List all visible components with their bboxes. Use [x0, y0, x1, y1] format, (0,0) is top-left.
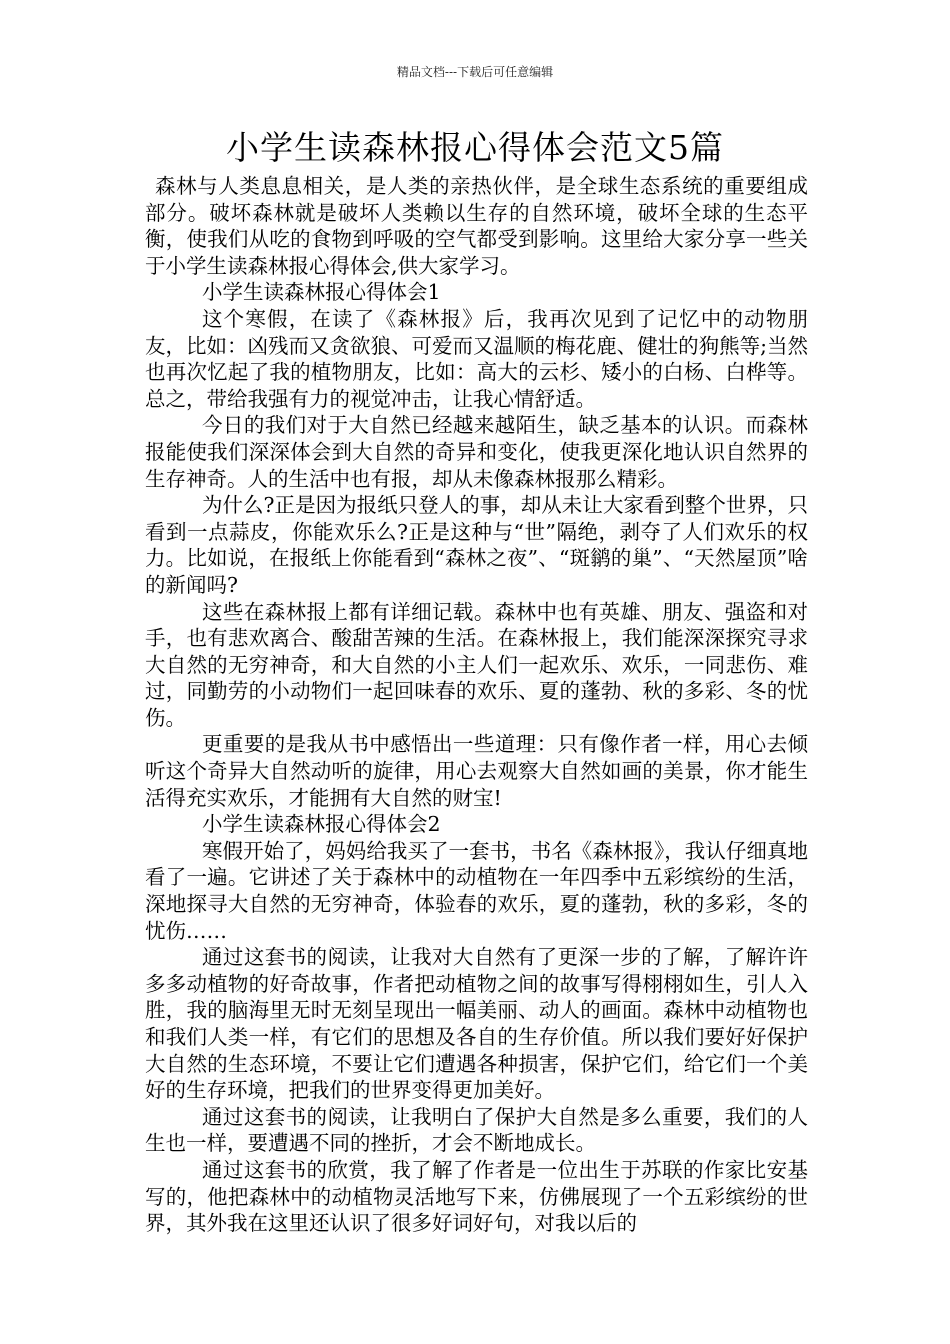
body-paragraph: 为什么?正是因为报纸只登人的事，却从未让大家看到整个世界，只看到一点蒜皮，你能欢乐么?正是这种与“世”隔绝，剥夺了人们欢乐的权力。比如说，在报纸上你能看到“森林之夜”、“斑鹟的巢”、“天然屋顶”啥的新闻吗?	[145, 493, 808, 597]
body-paragraph: 通过这套书的阅读，让我对大自然有了更深一步的了解，了解许许多多动植物的好奇故事，作者把动植物之间的故事写得栩栩如生，引人入胜，我的脑海里无时无刻呈现出一幅美丽、动人的画面。森林中动植物也和我们人类一样，有它们的思想及各自的生存价值。所以我们要好好保护大自然的生态环境，不要让它们遭遇各种损害，保护它们，给它们一个美好的生存环境，把我们的世界变得更加美好。	[145, 945, 808, 1103]
section-heading-1: 小学生读森林报心得体会1	[202, 280, 441, 305]
body-paragraph: 通过这套书的阅读，让我明白了保护大自然是多么重要，我们的人生也一样，要遭遇不同的挫折，才会不断地成长。	[145, 1104, 808, 1156]
document-title: 小学生读森林报心得体会范文5篇	[226, 128, 724, 167]
section-heading-2: 小学生读森林报心得体会2	[202, 812, 441, 837]
body-paragraph: 今日的我们对于大自然已经越来越陌生，缺乏基本的认识。而森林报能使我们深深体会到大自然的奇异和变化，使我更深化地认识自然界的生存神奇。人的生活中也有报，却从未像森林报那么精彩。	[145, 413, 808, 491]
body-paragraph: 寒假开始了，妈妈给我买了一套书，书名《森林报》，我认仔细真地看了一遍。它讲述了关于森林中的动植物在一年四季中五彩缤纷的生活，深地探寻大自然的无穷神奇，体验春的欢乐，夏的蓬勃，秋的多彩，冬的忧伤……	[145, 838, 808, 943]
document-body	[145, 173, 808, 1237]
body-paragraph: 通过这套书的欣赏，我了解了作者是一位出生于苏联的作家比安基写的，他把森林中的动植物灵活地写下来，仿佛展现了一个五彩缤纷的世界，其外我在这里还认识了很多好词好句，对我以后的	[145, 1157, 808, 1236]
intro-paragraph: 森林与人类息息相关，是人类的亲热伙伴，是全球生态系统的重要组成部分。破坏森林就是破坏人类赖以生存的自然环境，破坏全球的生态平衡，使我们从吃的食物到呼吸的空气都受到影响。这里给大家分享一些关于小学生读森林报心得体会,供大家学习。	[145, 174, 808, 278]
body-paragraph: 这个寒假，在读了《森林报》后，我再次见到了记忆中的动物朋友，比如：凶残而又贪欲狼、可爱而又温顺的梅花鹿、健壮的狗熊等;当然也再次忆起了我的植物朋友，比如：高大的云杉、矮小的白杨、白桦等。总之，带给我强有力的视觉冲击，让我心情舒适。	[145, 306, 808, 411]
page-header: 精品文档---下载后可任意编辑	[396, 65, 554, 79]
body-paragraph: 更重要的是我从书中感悟出一些道理：只有像作者一样，用心去倾听这个奇异大自然动听的旋律，用心去观察大自然如画的美景，你才能生活得充实欢乐，才能拥有大自然的财宝!	[145, 732, 808, 810]
body-paragraph: 这些在森林报上都有详细记载。森林中也有英雄、朋友、强盗和对手，也有悲欢离合、酸甜苦辣的生活。在森林报上，我们能深深探究寻求大自然的无穷神奇，和大自然的小主人们一起欢乐、欢乐，一同悲伤、难过，同勤劳的小动物们一起回味春的欢乐、夏的蓬勃、秋的多彩、冬的忧伤。	[145, 599, 808, 730]
